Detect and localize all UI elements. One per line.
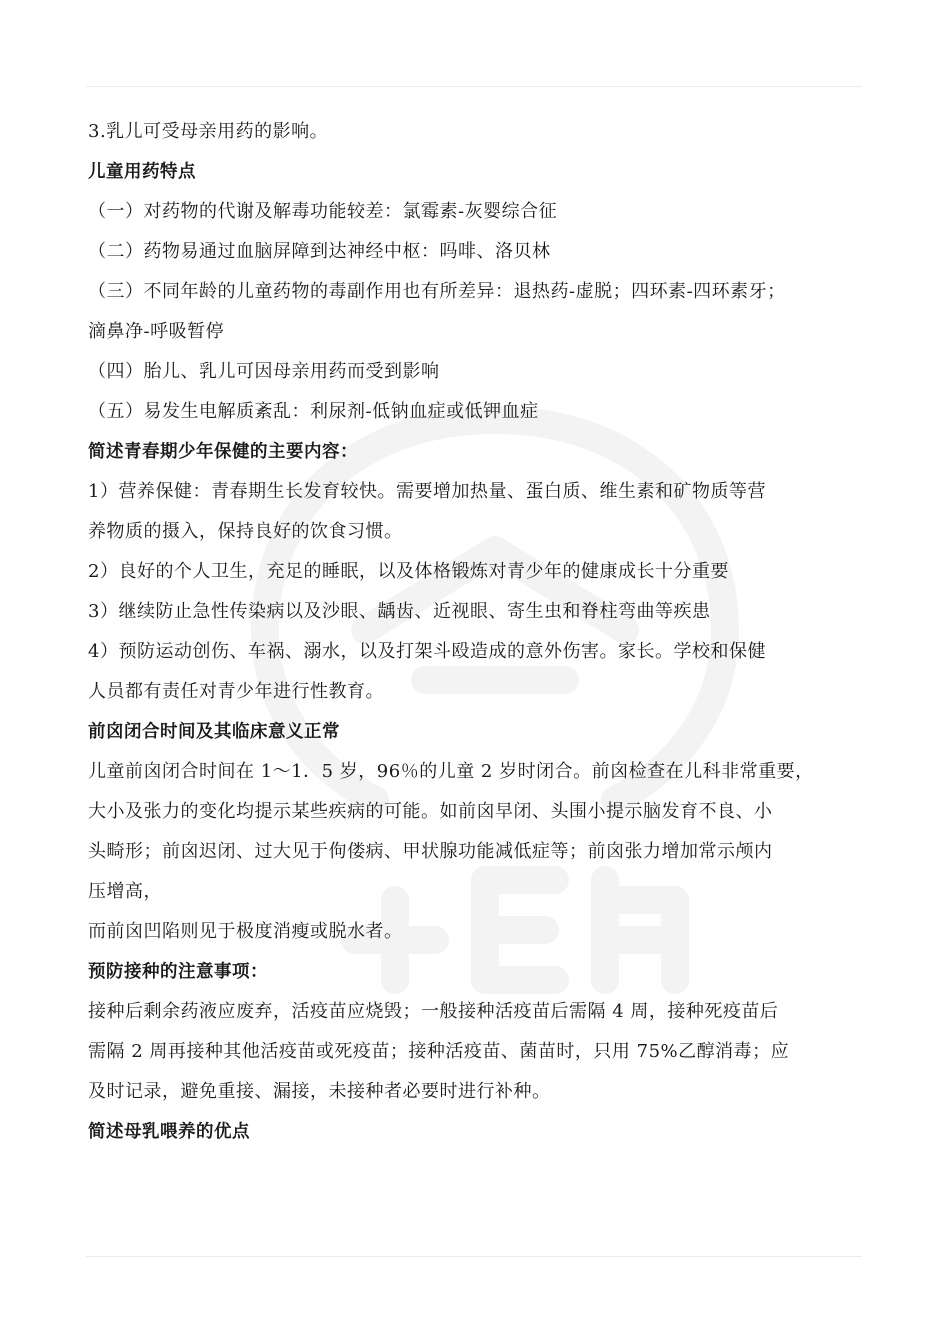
text-line: 需隔 2 周再接种其他活疫苗或死疫苗；接种活疫苗、菌苗时，只用 75%乙醇消毒；应 — [88, 1041, 790, 1062]
text-line: 4）预防运动创伤、车祸、溺水，以及打架斗殴造成的意外伤害。家长。学校和保健 — [88, 641, 766, 662]
top-divider — [86, 86, 862, 87]
section-heading-adolescent-health: 简述青春期少年保健的主要内容： — [88, 442, 358, 462]
text-line: （一）对药物的代谢及解毒功能较差：氯霉素-灰婴综合征 — [88, 201, 558, 222]
section-heading-fontanelle: 前囟闭合时间及其临床意义正常 — [88, 722, 340, 742]
text-line: 大小及张力的变化均提示某些疾病的可能。如前囟早闭、头围小提示脑发育不良、小 — [88, 801, 773, 822]
text-line: 滴鼻净-呼吸暂停 — [88, 321, 225, 342]
section-heading-vaccination: 预防接种的注意事项： — [88, 962, 268, 982]
text-line: 3）继续防止急性传染病以及沙眼、龋齿、近视眼、寄生虫和脊柱弯曲等疾患 — [88, 601, 711, 622]
text-line: 而前囟凹陷则见于极度消瘦或脱水者。 — [88, 921, 403, 942]
section-heading-breastfeeding: 简述母乳喂养的优点 — [88, 1122, 250, 1142]
text-line: 及时记录，避免重接、漏接，未接种者必要时进行补种。 — [88, 1081, 551, 1102]
text-line: 头畸形；前囟迟闭、过大见于佝偻病、甲状腺功能减低症等；前囟张力增加常示颅内 — [88, 841, 773, 862]
document-body — [88, 112, 868, 1152]
text-line: 养物质的摄入，保持良好的饮食习惯。 — [88, 521, 403, 542]
section-heading-pediatric-drugs: 儿童用药特点 — [88, 162, 196, 182]
text-line: 3.乳儿可受母亲用药的影响。 — [88, 121, 329, 142]
text-line: （四）胎儿、乳儿可因母亲用药而受到影响 — [88, 361, 440, 382]
text-line: 压增高， — [88, 881, 162, 902]
text-line: 人员都有责任对青少年进行性教育。 — [88, 681, 384, 702]
bottom-divider — [86, 1256, 862, 1257]
text-line: （三）不同年龄的儿童药物的毒副作用也有所差异：退热药-虚脱；四环素-四环素牙； — [88, 281, 786, 302]
text-line: （二）药物易通过血脑屏障到达神经中枢：吗啡、洛贝林 — [88, 241, 551, 262]
text-line: 1）营养保健：青春期生长发育较快。需要增加热量、蛋白质、维生素和矿物质等营 — [88, 481, 766, 502]
text-line: 2）良好的个人卫生，充足的睡眠，以及体格锻炼对青少年的健康成长十分重要 — [88, 561, 729, 582]
text-line: 接种后剩余药液应废弃，活疫苗应烧毁；一般接种活疫苗后需隔 4 周，接种死疫苗后 — [88, 1001, 779, 1022]
text-line: （五）易发生电解质紊乱：利尿剂-低钠血症或低钾血症 — [88, 401, 539, 422]
text-line: 儿童前囟闭合时间在 1～1．5 岁，96％的儿童 2 岁时闭合。前囟检查在儿科非常重要， — [88, 761, 814, 782]
